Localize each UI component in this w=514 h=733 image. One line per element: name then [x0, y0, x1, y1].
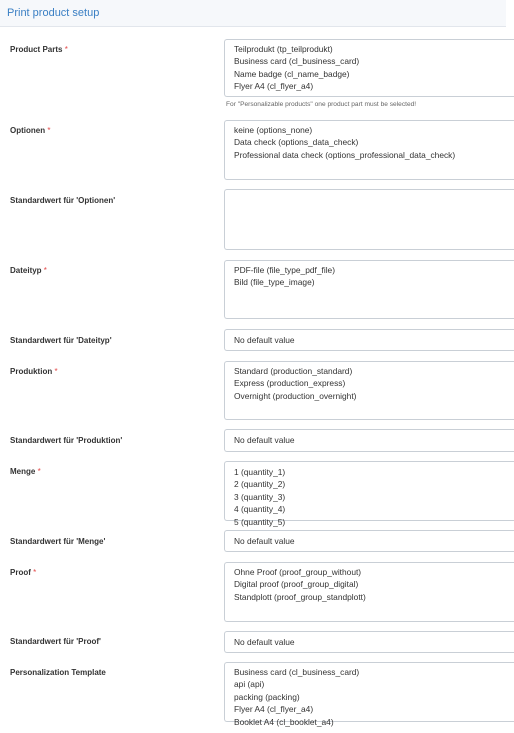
- required-mark: *: [43, 266, 47, 275]
- option[interactable]: Teilprodukt (tp_teilprodukt): [234, 44, 333, 54]
- optionen-label: [10, 126, 50, 135]
- produktion-label: [10, 367, 58, 376]
- dateityp-label: [10, 266, 47, 275]
- default-dateityp-select[interactable]: [224, 329, 514, 351]
- selected-value: No default value: [234, 435, 295, 445]
- proof-label: [10, 568, 36, 577]
- option[interactable]: 4 (quantity_4): [234, 504, 286, 515]
- default-optionen-select[interactable]: [224, 189, 514, 250]
- proof-label-text: Proof: [10, 568, 31, 577]
- option[interactable]: Express (production_express): [234, 378, 346, 389]
- selected-value: No default value: [234, 335, 295, 345]
- option[interactable]: Standard (production_standard): [234, 366, 353, 376]
- dateityp-multiselect[interactable]: [224, 260, 514, 319]
- option[interactable]: Ohne Proof (proof_group_without): [234, 567, 362, 577]
- required-mark: *: [33, 568, 37, 577]
- product-parts-label-text: Product Parts: [10, 45, 63, 54]
- option[interactable]: Professional data check (options_professional_data_check): [234, 149, 456, 160]
- default-produktion-select[interactable]: [224, 429, 514, 452]
- option[interactable]: api (api): [234, 679, 265, 690]
- option[interactable]: Data check (options_data_check): [234, 137, 359, 148]
- product-parts-hint: For "Personalizable products" one product part must be selected!: [226, 101, 417, 108]
- panel-title: Print product setup: [7, 7, 100, 19]
- option[interactable]: Flyer A4 (cl_flyer_a4): [234, 704, 314, 715]
- option[interactable]: 2 (quantity_2): [234, 479, 286, 490]
- default-optionen-label: Standardwert für 'Optionen': [10, 196, 116, 205]
- required-mark: *: [47, 126, 51, 135]
- option[interactable]: Overnight (production_overnight): [234, 390, 357, 401]
- produktion-label-text: Produktion: [10, 367, 53, 376]
- product-parts-multiselect[interactable]: [224, 39, 514, 97]
- default-menge-select[interactable]: [224, 530, 514, 552]
- menge-label: [10, 467, 41, 476]
- selected-value: No default value: [234, 536, 295, 546]
- proof-multiselect[interactable]: [224, 562, 514, 622]
- option[interactable]: 1 (quantity_1): [234, 467, 286, 477]
- dateityp-label-text: Dateityp: [10, 266, 42, 275]
- option[interactable]: Business card (cl_business_card): [234, 56, 360, 67]
- option[interactable]: Business card (cl_business_card): [234, 667, 360, 677]
- option[interactable]: packing (packing): [234, 691, 300, 702]
- optionen-label-text: Optionen: [10, 126, 46, 135]
- optionen-multiselect[interactable]: [224, 120, 514, 180]
- personalization-template-label: Personalization Template: [10, 668, 106, 677]
- option[interactable]: PDF-file (file_type_pdf_file): [234, 265, 336, 275]
- default-dateityp-label: Standardwert für 'Dateityp': [10, 336, 112, 345]
- produktion-multiselect[interactable]: [224, 361, 514, 420]
- default-menge-label: Standardwert für 'Menge': [10, 537, 106, 546]
- option[interactable]: Digital proof (proof_group_digital): [234, 579, 359, 590]
- option[interactable]: 3 (quantity_3): [234, 491, 286, 502]
- default-produktion-label: Standardwert für 'Produktion': [10, 436, 123, 445]
- option[interactable]: 5 (quantity_5): [234, 516, 286, 527]
- personalization-template-multiselect[interactable]: [224, 662, 514, 727]
- selected-value: No default value: [234, 637, 295, 647]
- product-parts-label: [10, 45, 68, 54]
- required-mark: *: [54, 367, 58, 376]
- option[interactable]: Name badge (cl_name_badge): [234, 68, 350, 79]
- default-proof-select[interactable]: [224, 631, 514, 653]
- option[interactable]: keine (options_none): [234, 125, 313, 135]
- default-proof-label: Standardwert für 'Proof': [10, 637, 101, 646]
- required-mark: *: [37, 467, 41, 476]
- menge-label-text: Menge: [10, 467, 36, 476]
- menge-multiselect[interactable]: [224, 461, 514, 527]
- option[interactable]: Booklet A4 (cl_booklet_a4): [234, 716, 334, 727]
- required-mark: *: [64, 45, 68, 54]
- option[interactable]: Flyer A4 (cl_flyer_a4): [234, 81, 314, 92]
- option[interactable]: Standplott (proof_group_standplott): [234, 591, 366, 602]
- option[interactable]: Bild (file_type_image): [234, 277, 315, 288]
- panel-header: [0, 0, 506, 27]
